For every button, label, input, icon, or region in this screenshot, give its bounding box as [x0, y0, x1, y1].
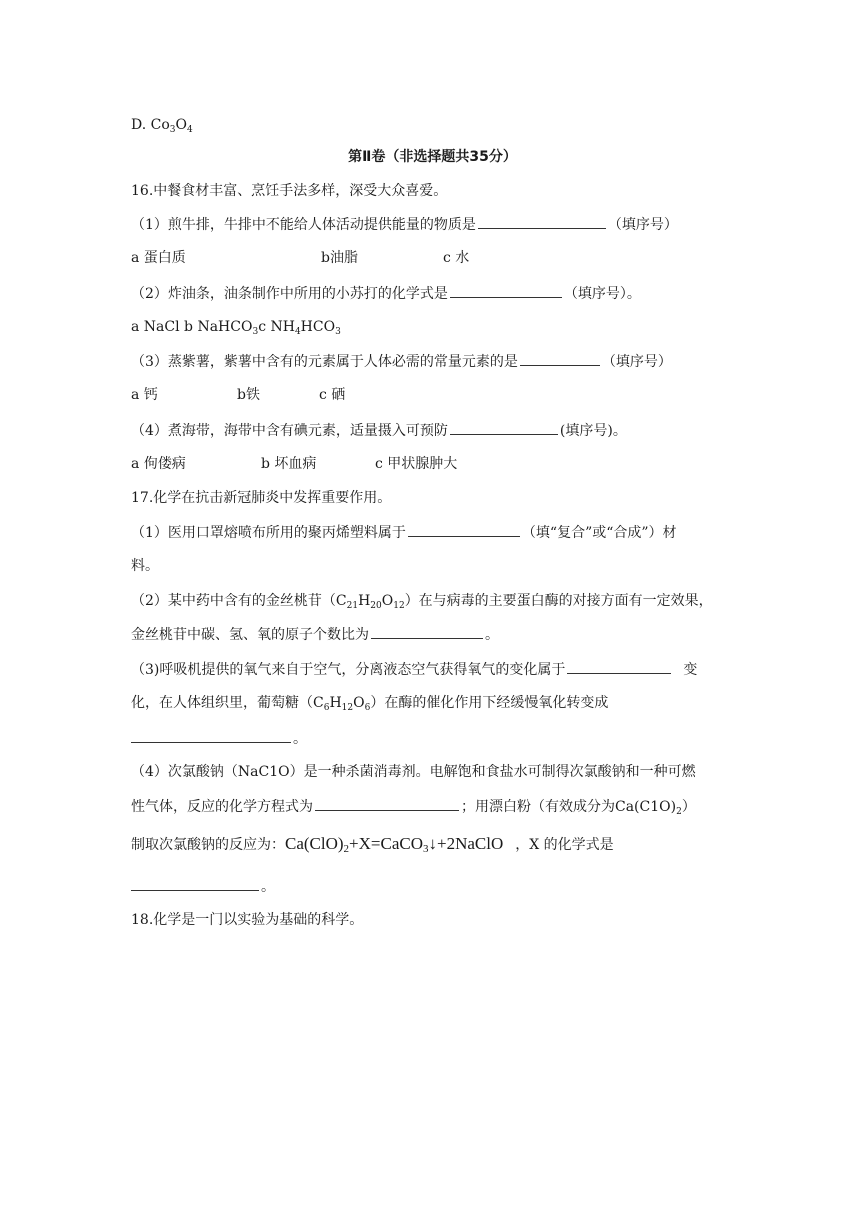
- answer-blank[interactable]: [371, 624, 483, 639]
- q16-part3: [131, 351, 672, 372]
- section-title: 第Ⅱ卷（非选择题共35分）: [348, 149, 517, 165]
- equation-part: +X=CaCO: [349, 834, 423, 853]
- q16-part4: [131, 420, 627, 441]
- question-text: （2）炸油条，油条制作中所用的小苏打的化学式是: [131, 286, 448, 302]
- question-text: （3)呼吸机提供的氧气来自于空气，分离液态空气获得氧气的变化属于: [131, 662, 566, 678]
- question-text: 化，在人体组织里，葡萄糖（C: [131, 695, 324, 711]
- formula-part: H: [358, 593, 371, 609]
- q17-part1: [131, 522, 677, 543]
- option-a: a 佝偻病: [131, 456, 186, 472]
- answer-blank[interactable]: [315, 796, 459, 811]
- question-text: （填序号）: [601, 354, 672, 370]
- answer-blank[interactable]: [450, 420, 558, 435]
- subscript: 6: [323, 703, 330, 713]
- question-text: （填序号）: [607, 217, 678, 233]
- question-text: （1）医用口罩熔喷布所用的聚丙烯塑料属于: [131, 525, 406, 541]
- option-a: a 钙: [131, 387, 158, 403]
- chemical-equation: [285, 834, 503, 853]
- subscript: 4: [187, 125, 193, 135]
- subscript: 3: [335, 327, 341, 337]
- q16-part2: [131, 283, 641, 304]
- question-text: （填序号）。: [563, 286, 641, 302]
- question-text: ）: [681, 799, 696, 815]
- answer-blank[interactable]: [408, 522, 520, 537]
- q17-part4-line3: [131, 834, 614, 855]
- q18-stem: 18.化学是一门以实验为基础的科学。: [131, 912, 364, 928]
- q17-part2-cont: [131, 624, 499, 645]
- formula-part: HCO: [300, 319, 336, 335]
- formula-part: O: [175, 117, 187, 133]
- equation-part: ↓+2NaClO: [428, 834, 504, 853]
- q17-part4: （4）次氯酸钠（NaC1O）是一种杀菌消毒剂。电解饱和食盐水可制得次氯酸钠和一种可燃: [131, 764, 696, 780]
- q17-part3-cont: [131, 693, 608, 713]
- question-text: 金丝桃苷中碳、氢、氧的原子个数比为: [131, 627, 369, 643]
- subscript: 21: [346, 601, 359, 611]
- option-c: c NH: [258, 319, 295, 335]
- option-label: D.: [131, 117, 147, 133]
- option-d-line: [131, 115, 193, 135]
- equation-part: Ca(ClO): [285, 834, 344, 853]
- question-text: 性气体，反应的化学方程式为: [131, 799, 313, 815]
- answer-blank[interactable]: [520, 351, 600, 366]
- formula-part: O: [381, 593, 394, 609]
- subscript: 4: [294, 327, 301, 337]
- q16-part1: [131, 214, 678, 235]
- q17-stem: 17.化学在抗击新冠肺炎中发挥重要作用。: [131, 490, 392, 506]
- question-text: （2）某中药中含有的金丝桃苷（C: [131, 593, 347, 609]
- question-text: 。: [261, 879, 275, 895]
- question-text: （4）煮海带，海带中含有碘元素，适量摄入可预防: [131, 423, 448, 439]
- option-c: c 甲状腺肿大: [375, 456, 458, 472]
- question-text: ；用漂白粉（有效成分为Ca(C1O): [461, 799, 677, 815]
- q17-part3: [131, 659, 697, 680]
- subscript: 6: [364, 703, 371, 713]
- question-text: （填“复合”或“合成”）材: [521, 525, 677, 541]
- answer-blank[interactable]: [131, 876, 259, 891]
- question-text: ）在与病毒的主要蛋白酶的对接方面有一定效果，: [404, 593, 713, 609]
- subscript: 2: [343, 843, 350, 855]
- subscript: 3: [252, 327, 259, 337]
- question-text: (填序号)。: [559, 423, 627, 439]
- option-b: b铁: [237, 387, 260, 403]
- question-text: 。: [293, 731, 307, 747]
- q16-part1-options: [131, 248, 469, 268]
- subscript: 12: [341, 703, 354, 713]
- q16-part2-options: [131, 317, 341, 337]
- answer-blank[interactable]: [131, 728, 291, 743]
- answer-blank[interactable]: [478, 214, 606, 229]
- answer-blank[interactable]: [567, 659, 671, 674]
- formula-part: H: [329, 695, 342, 711]
- q16-stem: 16.中餐食材丰富、烹饪手法多样，深受大众喜爱。: [131, 183, 448, 199]
- subscript: 20: [370, 601, 382, 611]
- option-c: c 硒: [319, 387, 346, 403]
- question-text: 制取次氯酸钠的反应为：: [131, 837, 285, 853]
- option-a-b: a NaCl b NaHCO: [131, 319, 253, 335]
- q16-part4-options: [131, 454, 457, 474]
- q17-part1-cont: 料。: [131, 558, 159, 574]
- question-text: ，X 的化学式是: [515, 837, 614, 853]
- option-c: c 水: [443, 250, 470, 266]
- subscript: 12: [393, 601, 405, 611]
- q17-part4-blank-line: [131, 876, 275, 897]
- subscript: 3: [169, 125, 176, 135]
- q16-part3-options: [131, 385, 345, 405]
- question-text: 。: [485, 627, 499, 643]
- option-b: b 坏血病: [261, 456, 317, 472]
- formula-part: Co: [150, 117, 170, 133]
- question-text: ）在酶的催化作用下经缓慢氧化转变成: [370, 695, 609, 711]
- q17-part2: [131, 591, 713, 611]
- answer-blank[interactable]: [450, 283, 562, 298]
- question-text: （1）煎牛排，牛排中不能给人体活动提供能量的物质是: [131, 217, 476, 233]
- q17-part4-line2: [131, 796, 696, 817]
- subscript: 3: [423, 843, 429, 855]
- option-a: a 蛋白质: [131, 250, 186, 266]
- formula-part: O: [353, 695, 365, 711]
- option-b: b油脂: [321, 250, 358, 266]
- subscript: 2: [676, 807, 682, 817]
- question-text: （3）蒸紫薯，紫薯中含有的元素属于人体必需的常量元素的是: [131, 354, 518, 370]
- q17-part3-blank-line: [131, 728, 307, 749]
- question-text: 变: [683, 662, 698, 678]
